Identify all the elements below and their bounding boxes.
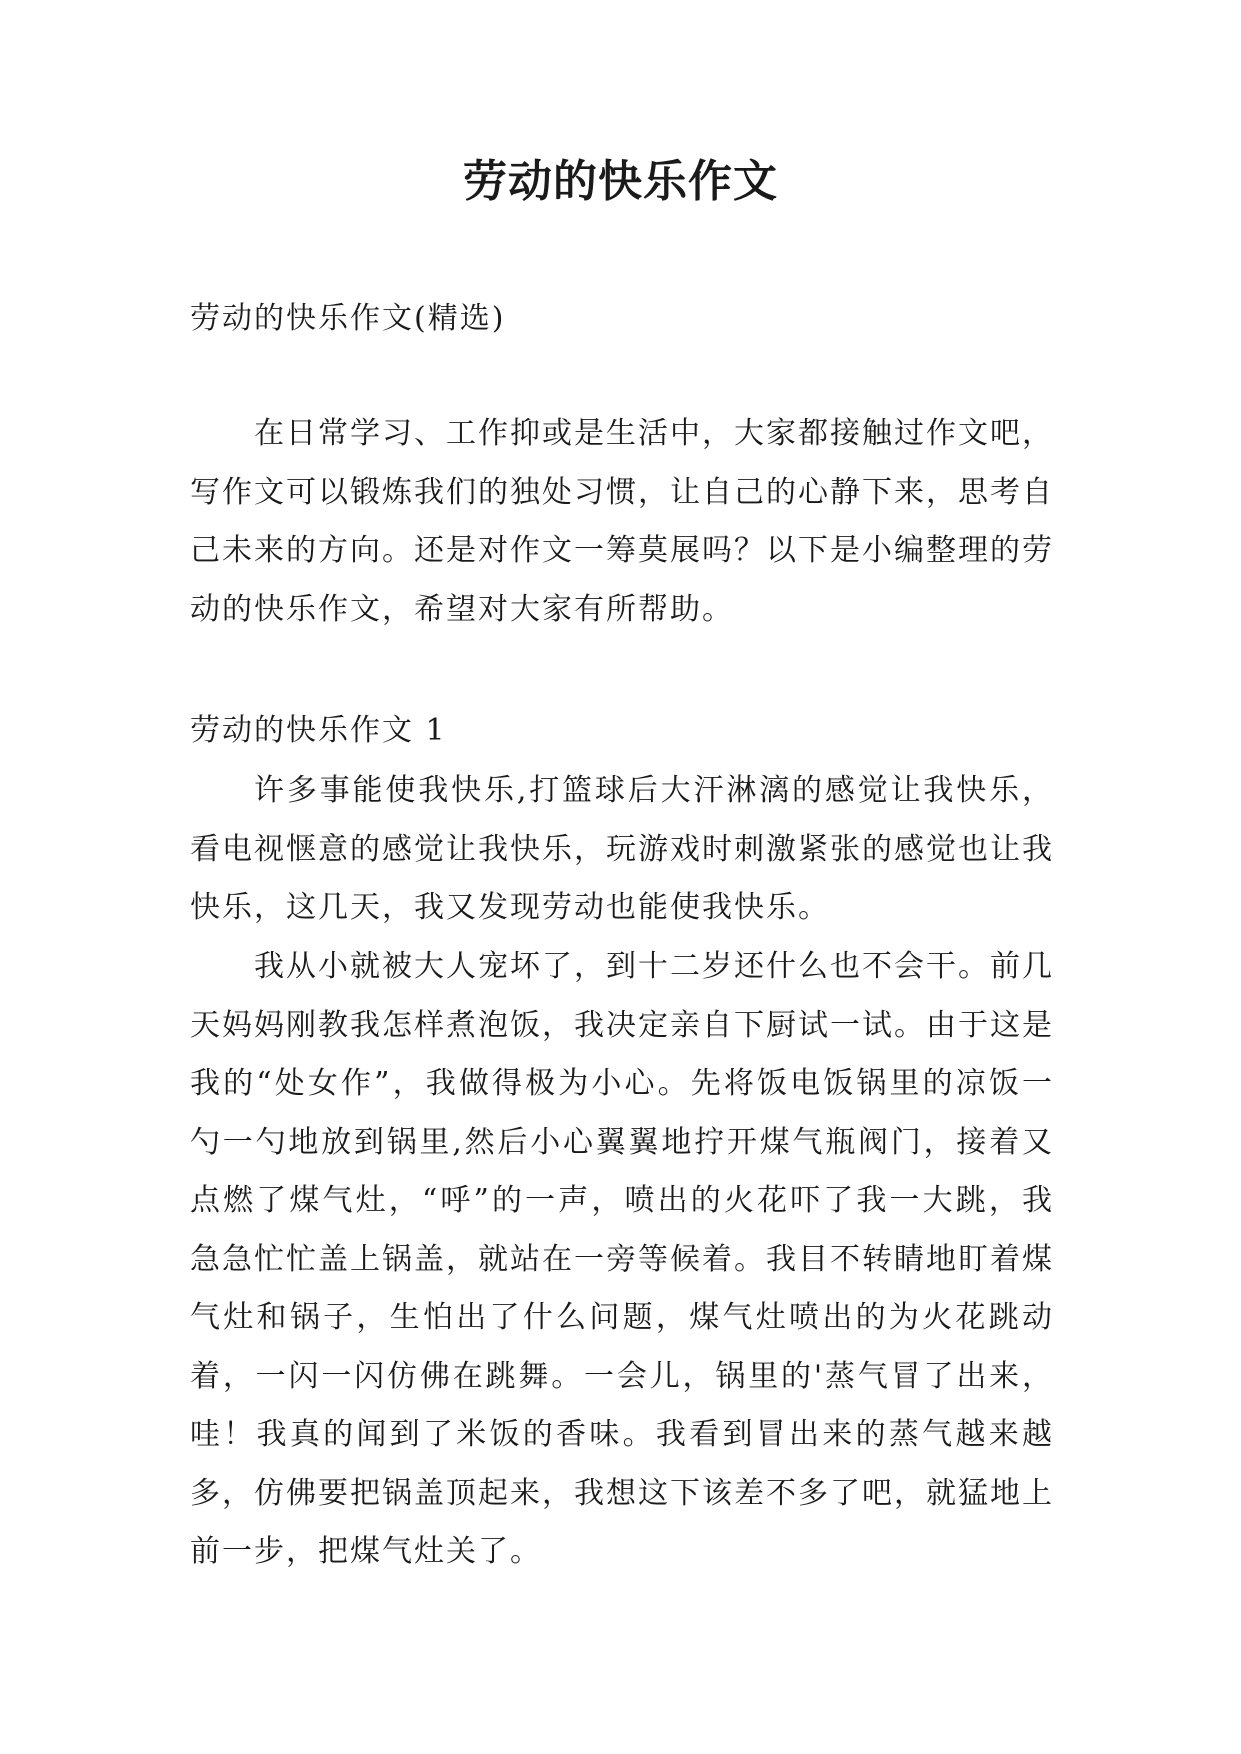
intro-paragraph: 在日常学习、工作抑或是生活中，大家都接触过作文吧，写作文可以锻炼我们的独处习惯，让自己的心静下来，思考自己未来的方向。还是对作文一筹莫展吗？以下是小编整理的劳动的快乐作文，希望对大家有所帮助。 <box>190 416 1054 627</box>
document-subtitle: 劳动的快乐作文(精选) <box>190 301 506 336</box>
body-paragraph-1: 许多事能使我快乐,打篮球后大汗淋漓的感觉让我快乐，看电视惬意的感觉让我快乐，玩游戏时刺激紧张的感觉也让我快乐，这几天，我又发现劳动也能使我快乐。 <box>190 773 1054 925</box>
document-title: 劳动的快乐作文 <box>463 156 778 207</box>
section-heading: 劳动的快乐作文 1 <box>190 713 447 748</box>
body-paragraph-2: 我从小就被大人宠坏了，到十二岁还什么也不会干。前几天妈妈刚教我怎样煮泡饭，我决定亲自下厨试一试。由于这是我的“处女作”，我做得极为小心。先将饭电饭锅里的凉饭一勺一勺地放到锅里,然后小心翼翼地拧开煤气瓶阀门，接着又点燃了煤气灶，“呼”的一声，喷出的火花吓了我一大跳，我急急忙忙盖上锅盖，就站在一旁等候着。我目不转睛地盯着煤气灶和锅子，生怕出了什么问题，煤气灶喷出的为火花跳动着，一闪一闪仿佛在跳舞。一会儿，锅里的'蒸气冒了出来，哇！我真的闻到了米饭的香味。我看到冒出来的蒸气越来越多，仿佛要把锅盖顶起来，我想这下该差不多了吧，就猛地上前一步，把煤气灶关了。 <box>190 949 1054 1569</box>
